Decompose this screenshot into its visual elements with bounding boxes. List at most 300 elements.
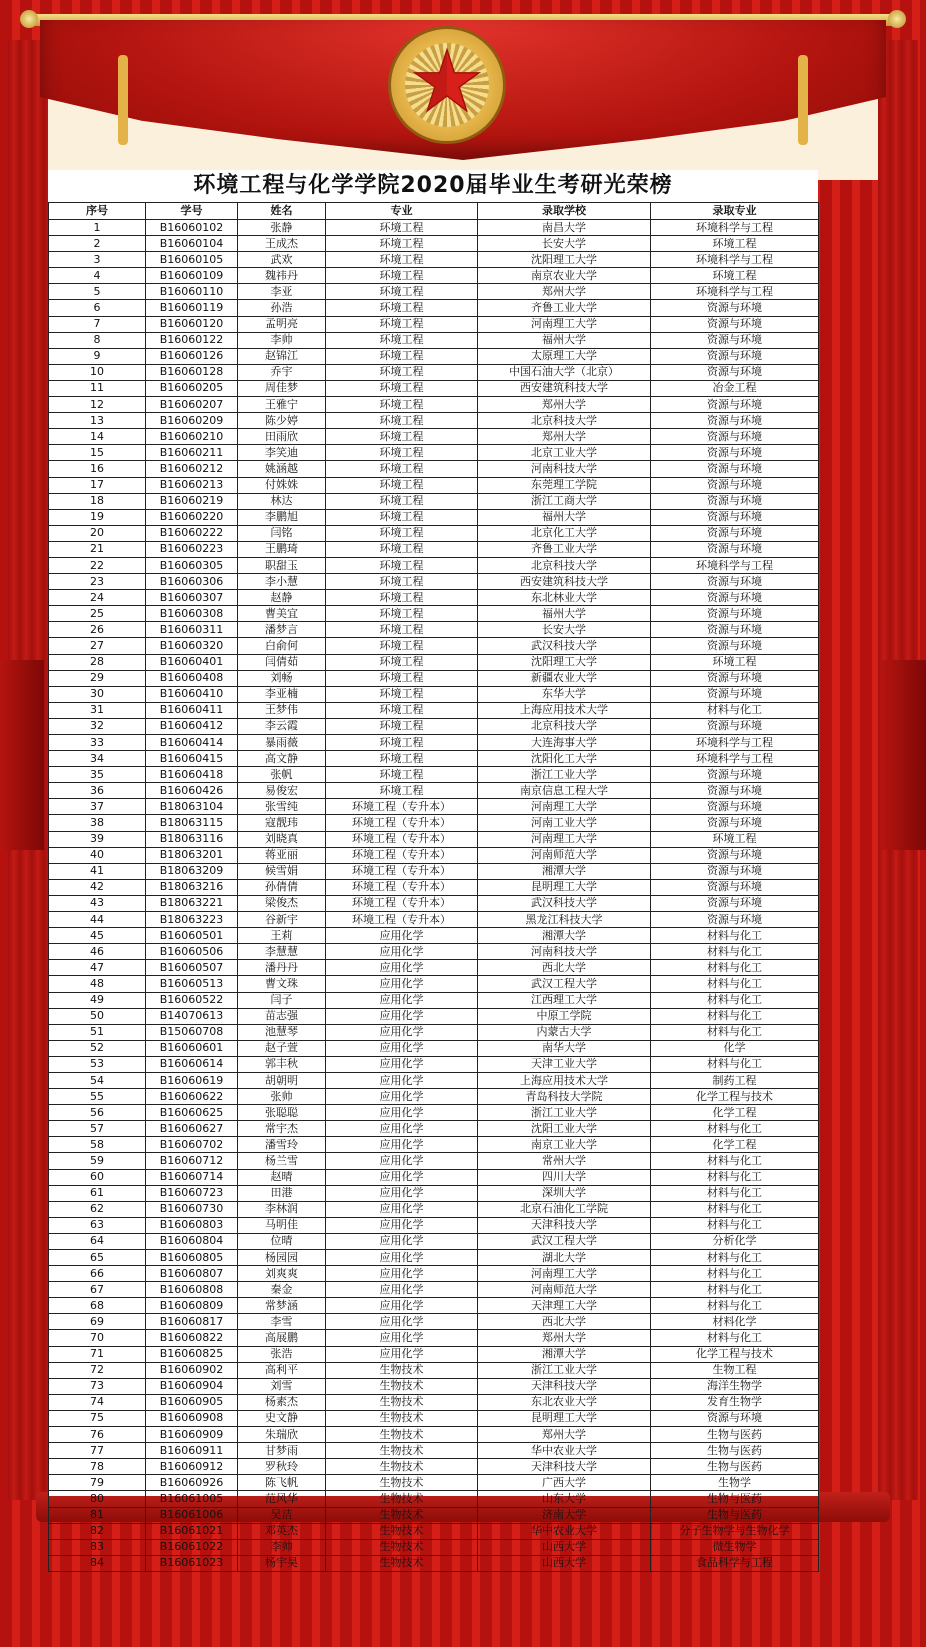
cell-name: 易俊宏 xyxy=(238,783,326,799)
cell-admitted-school: 西安建筑科技大学 xyxy=(478,380,651,396)
cell-major: 环境工程 xyxy=(326,525,478,541)
cell-admitted-school: 福州大学 xyxy=(478,509,651,525)
cell-index: 13 xyxy=(49,413,146,429)
cell-major: 应用化学 xyxy=(326,1330,478,1346)
cell-student-id: B16060207 xyxy=(146,397,238,413)
cell-student-id: B16060410 xyxy=(146,686,238,702)
cell-name: 王梦伟 xyxy=(238,702,326,718)
cell-student-id: B16060507 xyxy=(146,960,238,976)
cell-admitted-major: 生物与医药 xyxy=(651,1507,819,1523)
cell-index: 20 xyxy=(49,525,146,541)
cell-name: 田雨欣 xyxy=(238,429,326,445)
cell-admitted-school: 长安大学 xyxy=(478,236,651,252)
cell-major: 应用化学 xyxy=(326,1056,478,1072)
table-row xyxy=(49,461,819,477)
cell-student-id: B16060805 xyxy=(146,1250,238,1266)
cell-major: 环境工程 xyxy=(326,541,478,557)
cell-major: 应用化学 xyxy=(326,1121,478,1137)
cell-index: 42 xyxy=(49,879,146,895)
cell-index: 80 xyxy=(49,1491,146,1507)
cell-admitted-major: 化学 xyxy=(651,1040,819,1056)
cell-index: 66 xyxy=(49,1266,146,1282)
cell-major: 应用化学 xyxy=(326,1346,478,1362)
cell-student-id: B16060902 xyxy=(146,1362,238,1378)
cell-index: 27 xyxy=(49,638,146,654)
cell-student-id: B16060804 xyxy=(146,1233,238,1249)
cell-student-id: B16060104 xyxy=(146,236,238,252)
table-row xyxy=(49,1314,819,1330)
cell-index: 63 xyxy=(49,1217,146,1233)
cell-major: 环境工程 xyxy=(326,686,478,702)
cell-index: 51 xyxy=(49,1024,146,1040)
cell-admitted-school: 深圳大学 xyxy=(478,1185,651,1201)
cell-name: 李云霞 xyxy=(238,718,326,734)
table-row xyxy=(49,1491,819,1507)
cell-name: 吴洁 xyxy=(238,1507,326,1523)
cell-name: 张雪纯 xyxy=(238,799,326,815)
cell-student-id: B16060109 xyxy=(146,268,238,284)
cell-index: 8 xyxy=(49,332,146,348)
cell-index: 82 xyxy=(49,1523,146,1539)
cell-student-id: B16060306 xyxy=(146,574,238,590)
cell-index: 78 xyxy=(49,1459,146,1475)
cell-admitted-school: 青岛科技大学院 xyxy=(478,1089,651,1105)
cell-student-id: B16060401 xyxy=(146,654,238,670)
cell-major: 环境工程 xyxy=(326,735,478,751)
cell-admitted-school: 河南师范大学 xyxy=(478,847,651,863)
table-row xyxy=(49,1024,819,1040)
cell-admitted-major: 资源与环境 xyxy=(651,799,819,815)
table-row xyxy=(49,863,819,879)
cell-student-id: B16060808 xyxy=(146,1282,238,1298)
table-row xyxy=(49,1153,819,1169)
table-row xyxy=(49,702,819,718)
cell-name: 蒋亚丽 xyxy=(238,847,326,863)
cell-admitted-major: 资源与环境 xyxy=(651,445,819,461)
table-row xyxy=(49,783,819,799)
cell-name: 曹文珠 xyxy=(238,976,326,992)
cell-index: 71 xyxy=(49,1346,146,1362)
cell-major: 环境工程 xyxy=(326,574,478,590)
table-row xyxy=(49,1137,819,1153)
cell-major: 环境工程 xyxy=(326,429,478,445)
table-row xyxy=(49,1394,819,1410)
cell-major: 应用化学 xyxy=(326,1282,478,1298)
cell-admitted-school: 上海应用技术大学 xyxy=(478,1072,651,1088)
cell-major: 环境工程 xyxy=(326,590,478,606)
cell-name: 甘梦雨 xyxy=(238,1443,326,1459)
cell-admitted-school: 郑州大学 xyxy=(478,397,651,413)
cell-name: 赵子萱 xyxy=(238,1040,326,1056)
cell-student-id: B16061005 xyxy=(146,1491,238,1507)
cell-student-id: B16060702 xyxy=(146,1137,238,1153)
cell-major: 环境工程 xyxy=(326,670,478,686)
cell-index: 59 xyxy=(49,1153,146,1169)
cell-admitted-school: 东北林业大学 xyxy=(478,590,651,606)
cell-student-id: B16061006 xyxy=(146,1507,238,1523)
table-row xyxy=(49,718,819,734)
cell-admitted-major: 资源与环境 xyxy=(651,847,819,863)
cell-admitted-major: 环境工程 xyxy=(651,831,819,847)
cell-index: 25 xyxy=(49,606,146,622)
cell-major: 环境工程 xyxy=(326,493,478,509)
honor-roll-table xyxy=(48,202,819,1572)
cell-index: 74 xyxy=(49,1394,146,1410)
cell-student-id: B14070613 xyxy=(146,1008,238,1024)
cell-admitted-major: 环境科学与工程 xyxy=(651,735,819,751)
cell-major: 环境工程 xyxy=(326,461,478,477)
cell-name: 李帅 xyxy=(238,332,326,348)
cell-admitted-school: 齐鲁工业大学 xyxy=(478,300,651,316)
cell-name: 李帅 xyxy=(238,1539,326,1555)
cell-index: 15 xyxy=(49,445,146,461)
cell-admitted-major: 资源与环境 xyxy=(651,670,819,686)
cell-admitted-major: 资源与环境 xyxy=(651,638,819,654)
cell-major: 环境工程（专升本） xyxy=(326,799,478,815)
cell-major: 应用化学 xyxy=(326,1217,478,1233)
cell-name: 史文静 xyxy=(238,1410,326,1426)
cell-admitted-major: 环境工程 xyxy=(651,268,819,284)
cell-student-id: B16060209 xyxy=(146,413,238,429)
cell-student-id: B16060926 xyxy=(146,1475,238,1491)
table-row xyxy=(49,445,819,461)
cell-name: 孙浩 xyxy=(238,300,326,316)
cell-index: 65 xyxy=(49,1250,146,1266)
cell-admitted-major: 生物学 xyxy=(651,1475,819,1491)
cell-admitted-school: 新疆农业大学 xyxy=(478,670,651,686)
cell-name: 位晴 xyxy=(238,1233,326,1249)
cell-major: 生物技术 xyxy=(326,1539,478,1555)
cell-admitted-school: 华中农业大学 xyxy=(478,1443,651,1459)
cell-index: 7 xyxy=(49,316,146,332)
cell-admitted-major: 生物与医药 xyxy=(651,1459,819,1475)
cell-admitted-major: 生物与医药 xyxy=(651,1427,819,1443)
table-row xyxy=(49,1072,819,1088)
cell-admitted-school: 郑州大学 xyxy=(478,1427,651,1443)
cell-admitted-school: 上海应用技术大学 xyxy=(478,702,651,718)
table-row xyxy=(49,413,819,429)
cell-index: 58 xyxy=(49,1137,146,1153)
cell-name: 杨宇昊 xyxy=(238,1555,326,1571)
cell-index: 49 xyxy=(49,992,146,1008)
table-row xyxy=(49,557,819,573)
cell-major: 环境工程 xyxy=(326,783,478,799)
cell-admitted-major: 资源与环境 xyxy=(651,574,819,590)
cell-admitted-school: 河南科技大学 xyxy=(478,461,651,477)
cell-index: 55 xyxy=(49,1089,146,1105)
cell-index: 79 xyxy=(49,1475,146,1491)
cell-student-id: B16060904 xyxy=(146,1378,238,1394)
cell-name: 李亚 xyxy=(238,284,326,300)
cell-student-id: B16060119 xyxy=(146,300,238,316)
column-header: 专业 xyxy=(326,203,478,220)
cell-index: 62 xyxy=(49,1201,146,1217)
cell-admitted-major: 微生物学 xyxy=(651,1539,819,1555)
cell-major: 环境工程 xyxy=(326,557,478,573)
rod-finial-left xyxy=(20,10,38,28)
cell-major: 环境工程 xyxy=(326,445,478,461)
cell-major: 环境工程 xyxy=(326,348,478,364)
table-row xyxy=(49,574,819,590)
cell-major: 应用化学 xyxy=(326,928,478,944)
cell-major: 环境工程 xyxy=(326,622,478,638)
cell-admitted-major: 材料化学 xyxy=(651,1314,819,1330)
cell-admitted-school: 内蒙古大学 xyxy=(478,1024,651,1040)
cell-index: 84 xyxy=(49,1555,146,1571)
cell-admitted-school: 沈阳理工大学 xyxy=(478,252,651,268)
cell-index: 37 xyxy=(49,799,146,815)
cell-admitted-major: 制药工程 xyxy=(651,1072,819,1088)
cell-major: 环境工程（专升本） xyxy=(326,847,478,863)
cell-admitted-major: 资源与环境 xyxy=(651,461,819,477)
cell-student-id: B16060219 xyxy=(146,493,238,509)
cell-name: 赵锦江 xyxy=(238,348,326,364)
cell-student-id: B16060908 xyxy=(146,1410,238,1426)
cell-admitted-major: 资源与环境 xyxy=(651,606,819,622)
cell-name: 池慧琴 xyxy=(238,1024,326,1040)
cell-index: 21 xyxy=(49,541,146,557)
cell-index: 23 xyxy=(49,574,146,590)
cell-admitted-major: 生物工程 xyxy=(651,1362,819,1378)
table-row xyxy=(49,1539,819,1555)
cell-name: 杨园园 xyxy=(238,1250,326,1266)
cell-index: 18 xyxy=(49,493,146,509)
cell-name: 高展鹏 xyxy=(238,1330,326,1346)
rod-finial-right xyxy=(888,10,906,28)
cell-major: 环境工程 xyxy=(326,654,478,670)
cell-name: 候雪娟 xyxy=(238,863,326,879)
cell-index: 22 xyxy=(49,557,146,573)
cell-index: 48 xyxy=(49,976,146,992)
cell-name: 李鹏旭 xyxy=(238,509,326,525)
cell-admitted-school: 郑州大学 xyxy=(478,429,651,445)
cell-name: 职甜玉 xyxy=(238,557,326,573)
table-row xyxy=(49,1555,819,1571)
cell-index: 31 xyxy=(49,702,146,718)
cell-name: 李笑迪 xyxy=(238,445,326,461)
column-header: 学号 xyxy=(146,203,238,220)
cell-student-id: B16060912 xyxy=(146,1459,238,1475)
cell-major: 环境工程（专升本） xyxy=(326,895,478,911)
cell-admitted-major: 环境科学与工程 xyxy=(651,751,819,767)
table-row xyxy=(49,220,819,236)
cell-admitted-major: 资源与环境 xyxy=(651,316,819,332)
cell-name: 刘雪 xyxy=(238,1378,326,1394)
cell-admitted-school: 武汉科技大学 xyxy=(478,895,651,911)
cell-major: 应用化学 xyxy=(326,944,478,960)
cell-major: 生物技术 xyxy=(326,1378,478,1394)
cell-admitted-major: 环境工程 xyxy=(651,236,819,252)
table-row xyxy=(49,976,819,992)
table-row xyxy=(49,1282,819,1298)
cell-name: 张浩 xyxy=(238,1346,326,1362)
cell-name: 郭丰秋 xyxy=(238,1056,326,1072)
cell-major: 环境工程 xyxy=(326,413,478,429)
cell-admitted-school: 长安大学 xyxy=(478,622,651,638)
cell-admitted-major: 资源与环境 xyxy=(651,348,819,364)
cell-major: 应用化学 xyxy=(326,1201,478,1217)
cell-major: 应用化学 xyxy=(326,1298,478,1314)
cell-student-id: B16060211 xyxy=(146,445,238,461)
cell-name: 苗志强 xyxy=(238,1008,326,1024)
table-row xyxy=(49,364,819,380)
cell-admitted-school: 北京化工大学 xyxy=(478,525,651,541)
table-row xyxy=(49,252,819,268)
cell-student-id: B16060128 xyxy=(146,364,238,380)
table-row xyxy=(49,300,819,316)
cell-admitted-school: 河南理工大学 xyxy=(478,799,651,815)
cell-major: 环境工程 xyxy=(326,702,478,718)
cell-major: 环境工程 xyxy=(326,718,478,734)
cell-admitted-school: 山东大学 xyxy=(478,1491,651,1507)
cell-name: 赵晴 xyxy=(238,1169,326,1185)
cell-index: 4 xyxy=(49,268,146,284)
cell-index: 29 xyxy=(49,670,146,686)
cell-admitted-major: 生物与医药 xyxy=(651,1443,819,1459)
cell-admitted-school: 东莞理工学院 xyxy=(478,477,651,493)
cell-name: 杨素杰 xyxy=(238,1394,326,1410)
cell-name: 李雪 xyxy=(238,1314,326,1330)
cell-admitted-school: 中原工学院 xyxy=(478,1008,651,1024)
cell-admitted-major: 食品科学与工程 xyxy=(651,1555,819,1571)
cell-name: 张静 xyxy=(238,220,326,236)
table-row xyxy=(49,1507,819,1523)
cell-index: 11 xyxy=(49,380,146,396)
cell-major: 生物技术 xyxy=(326,1394,478,1410)
cell-name: 周佳梦 xyxy=(238,380,326,396)
cell-index: 34 xyxy=(49,751,146,767)
cell-admitted-school: 齐鲁工业大学 xyxy=(478,541,651,557)
cell-admitted-school: 浙江工业大学 xyxy=(478,1105,651,1121)
cell-student-id: B16061021 xyxy=(146,1523,238,1539)
table-row xyxy=(49,670,819,686)
cell-major: 生物技术 xyxy=(326,1555,478,1571)
cell-index: 69 xyxy=(49,1314,146,1330)
cell-admitted-school: 广西大学 xyxy=(478,1475,651,1491)
cell-index: 43 xyxy=(49,895,146,911)
cell-student-id: B16060126 xyxy=(146,348,238,364)
table-row xyxy=(49,1266,819,1282)
cell-name: 梁俊杰 xyxy=(238,895,326,911)
table-row xyxy=(49,1410,819,1426)
cell-student-id: B16060414 xyxy=(146,735,238,751)
cell-index: 19 xyxy=(49,509,146,525)
cell-admitted-major: 材料与化工 xyxy=(651,1153,819,1169)
cell-name: 王雅宁 xyxy=(238,397,326,413)
cell-name: 潘丹丹 xyxy=(238,960,326,976)
cell-student-id: B18063104 xyxy=(146,799,238,815)
cell-name: 王鹏琦 xyxy=(238,541,326,557)
cell-name: 秦金 xyxy=(238,1282,326,1298)
cell-admitted-major: 资源与环境 xyxy=(651,1410,819,1426)
cell-admitted-school: 东北农业大学 xyxy=(478,1394,651,1410)
table-row xyxy=(49,1362,819,1378)
cell-admitted-school: 湖北大学 xyxy=(478,1250,651,1266)
table-row xyxy=(49,477,819,493)
cell-admitted-major: 材料与化工 xyxy=(651,1169,819,1185)
cell-admitted-school: 北京科技大学 xyxy=(478,413,651,429)
cell-name: 孟明亮 xyxy=(238,316,326,332)
table-row xyxy=(49,284,819,300)
cell-admitted-major: 资源与环境 xyxy=(651,477,819,493)
cell-admitted-major: 资源与环境 xyxy=(651,767,819,783)
cell-admitted-major: 材料与化工 xyxy=(651,1266,819,1282)
cell-name: 孙倩倩 xyxy=(238,879,326,895)
cell-name: 闫倩茹 xyxy=(238,654,326,670)
cell-major: 生物技术 xyxy=(326,1491,478,1507)
cell-student-id: B16060501 xyxy=(146,928,238,944)
cell-major: 应用化学 xyxy=(326,992,478,1008)
cell-index: 46 xyxy=(49,944,146,960)
cell-major: 环境工程 xyxy=(326,751,478,767)
table-row xyxy=(49,493,819,509)
cell-student-id: B16060205 xyxy=(146,380,238,396)
cell-admitted-school: 浙江工商大学 xyxy=(478,493,651,509)
cell-index: 52 xyxy=(49,1040,146,1056)
cell-admitted-school: 常州大学 xyxy=(478,1153,651,1169)
cell-index: 54 xyxy=(49,1072,146,1088)
cell-admitted-major: 化学工程与技术 xyxy=(651,1089,819,1105)
table-row xyxy=(49,767,819,783)
cell-major: 环境工程（专升本） xyxy=(326,879,478,895)
table-row xyxy=(49,236,819,252)
cell-name: 付姝姝 xyxy=(238,477,326,493)
cell-admitted-major: 材料与化工 xyxy=(651,1250,819,1266)
cell-name: 乔宇 xyxy=(238,364,326,380)
cell-major: 环境工程 xyxy=(326,220,478,236)
cell-student-id: B16060311 xyxy=(146,622,238,638)
cell-admitted-school: 山西大学 xyxy=(478,1555,651,1571)
cell-major: 环境工程 xyxy=(326,397,478,413)
cell-major: 生物技术 xyxy=(326,1362,478,1378)
cell-major: 生物技术 xyxy=(326,1427,478,1443)
cell-admitted-major: 材料与化工 xyxy=(651,1121,819,1137)
table-row xyxy=(49,268,819,284)
cell-index: 10 xyxy=(49,364,146,380)
column-header: 录取专业 xyxy=(651,203,819,220)
table-row xyxy=(49,686,819,702)
table-row xyxy=(49,1056,819,1072)
cell-name: 罗秋玲 xyxy=(238,1459,326,1475)
cell-student-id: B16060712 xyxy=(146,1153,238,1169)
cell-major: 环境工程 xyxy=(326,767,478,783)
table-row xyxy=(49,316,819,332)
cell-student-id: B16060102 xyxy=(146,220,238,236)
cell-admitted-major: 资源与环境 xyxy=(651,783,819,799)
table-row xyxy=(49,1185,819,1201)
cell-admitted-major: 材料与化工 xyxy=(651,1008,819,1024)
cell-student-id: B18063116 xyxy=(146,831,238,847)
table-row xyxy=(49,622,819,638)
cell-admitted-school: 沈阳理工大学 xyxy=(478,654,651,670)
cell-admitted-school: 太原理工大学 xyxy=(478,348,651,364)
cell-index: 5 xyxy=(49,284,146,300)
cell-admitted-school: 东华大学 xyxy=(478,686,651,702)
cell-admitted-major: 海洋生物学 xyxy=(651,1378,819,1394)
cell-student-id: B16060622 xyxy=(146,1089,238,1105)
cell-index: 40 xyxy=(49,847,146,863)
column-header: 姓名 xyxy=(238,203,326,220)
cell-index: 12 xyxy=(49,397,146,413)
cell-student-id: B16060809 xyxy=(146,1298,238,1314)
cell-admitted-major: 材料与化工 xyxy=(651,976,819,992)
cell-name: 高利平 xyxy=(238,1362,326,1378)
cell-admitted-school: 南华大学 xyxy=(478,1040,651,1056)
cell-student-id: B16060803 xyxy=(146,1217,238,1233)
table-row xyxy=(49,944,819,960)
cell-major: 生物技术 xyxy=(326,1443,478,1459)
cell-student-id: B16060213 xyxy=(146,477,238,493)
